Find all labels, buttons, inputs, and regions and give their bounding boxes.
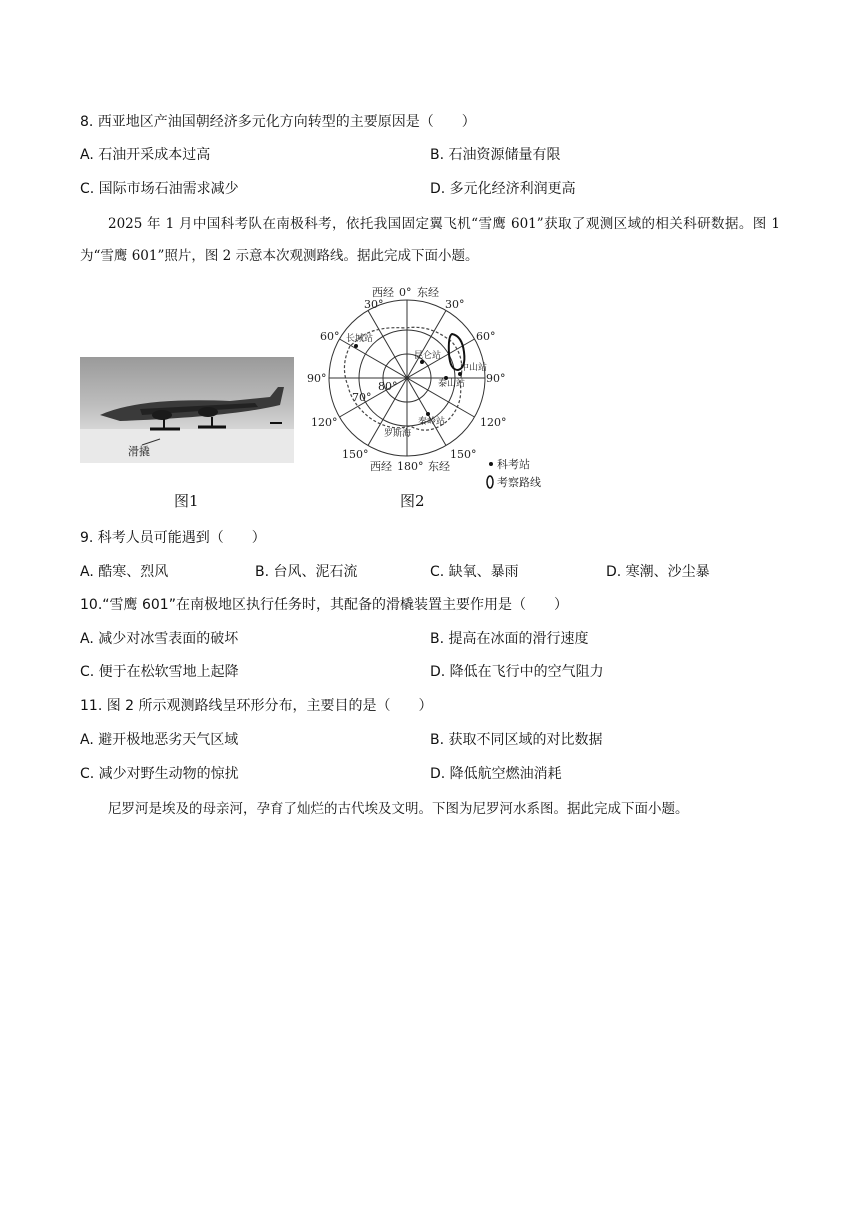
figure1-caption: 图1	[174, 492, 199, 510]
q11-option-a: A. 避开极地恶劣天气区域	[80, 732, 239, 748]
figure2-map	[300, 286, 560, 516]
map-label-top-right: 东经	[417, 286, 439, 299]
passage-nile: 尼罗河是埃及的母亲河，孕育了灿烂的古代埃及文明。下图为尼罗河水系图。据此完成下面小题。	[108, 801, 689, 817]
q8-option-a: A. 石油开采成本过高	[80, 147, 211, 163]
figure2-caption: 图2	[400, 492, 425, 510]
q9-option-a: A. 酷寒、烈风	[80, 564, 169, 580]
map-label-lat70: 70°	[352, 391, 372, 404]
map-label-deg60-l: 60°	[320, 330, 340, 343]
legend-route-icon	[487, 476, 493, 488]
map-label-deg120-r: 120°	[480, 416, 507, 429]
map-label-bottom-right: 东经	[428, 460, 450, 473]
map-label-lat80: 80°	[378, 380, 398, 393]
q10-option-b: B. 提高在冰面的滑行速度	[430, 631, 589, 647]
q10-option-c: C. 便于在松软雪地上起降	[80, 664, 239, 680]
q9-stem: 9. 科考人员可能遇到（ ）	[80, 530, 266, 546]
map-label-top-mid: 0°	[399, 286, 412, 299]
map-label-deg90-l: 90°	[307, 372, 327, 385]
q10-stem: 10.“雪鹰 601”在南极地区执行任务时，其配备的滑橇装置主要作用是（ ）	[80, 597, 568, 613]
map-label-deg60-r: 60°	[476, 330, 496, 343]
q9-option-d: D. 寒潮、沙尘暴	[606, 564, 710, 580]
map-label-station-taishan: 泰山站	[438, 379, 466, 389]
q8-option-b: B. 石油资源储量有限	[430, 147, 561, 163]
map-label-deg30-l: 30°	[364, 298, 384, 311]
passage-antarctic: 2025 年 1 月中国科考队在南极科考，依托我国固定翼飞机“雪鹰 601”获取了观测区域的相关科研数据。图 1 为“雪鹰 601”照片，图 2 示意本次观测路线。据此完成下面小题。	[80, 216, 780, 264]
map-label-sea-ross: 罗斯海	[384, 429, 412, 439]
q10-option-a: A. 减少对冰雪表面的破坏	[80, 631, 239, 647]
map-label-station-zhongshan: 中山站	[460, 363, 488, 373]
aircraft-image	[80, 357, 294, 463]
map-label-deg30-r: 30°	[445, 298, 465, 311]
q9-option-c: C. 缺氧、暴雨	[430, 564, 519, 580]
map-label-station-qinling: 秦岭站	[418, 417, 446, 427]
q11-stem: 11. 图 2 所示观测路线呈环形分布，主要目的是（ ）	[80, 698, 433, 714]
q11-option-d: D. 降低航空燃油消耗	[430, 766, 562, 782]
antarctic-map-svg	[300, 286, 560, 516]
legend-route: 考察路线	[497, 476, 541, 489]
map-label-deg150-r: 150°	[450, 448, 477, 461]
map-label-deg150-l: 150°	[342, 448, 369, 461]
legend-station: 科考站	[497, 458, 530, 471]
q11-option-b: B. 获取不同区域的对比数据	[430, 732, 603, 748]
q11-option-c: C. 减少对野生动物的惊扰	[80, 766, 239, 782]
q8-stem: 8. 西亚地区产油国朝经济多元化方向转型的主要原因是（ ）	[80, 114, 476, 130]
map-label-deg90-r: 90°	[486, 372, 506, 385]
map-label-deg120-l: 120°	[311, 416, 338, 429]
q9-option-b: B. 台风、泥石流	[255, 564, 358, 580]
map-label-bottom-left: 西经	[370, 460, 392, 473]
map-label-top-left: 西经	[372, 286, 394, 299]
q8-option-c: C. 国际市场石油需求减少	[80, 181, 239, 197]
q8-option-d: D. 多元化经济利润更高	[430, 181, 576, 197]
legend-station-dot	[489, 462, 493, 466]
map-label-bottom-mid: 180°	[397, 460, 424, 473]
ski-label: 滑撬	[128, 445, 150, 458]
map-label-station-kunlun: 昆仑站	[414, 351, 442, 361]
q10-option-d: D. 降低在飞行中的空气阻力	[430, 664, 604, 680]
figure1-photo	[80, 357, 294, 463]
map-label-station-changcheng: 长城站	[346, 334, 374, 344]
